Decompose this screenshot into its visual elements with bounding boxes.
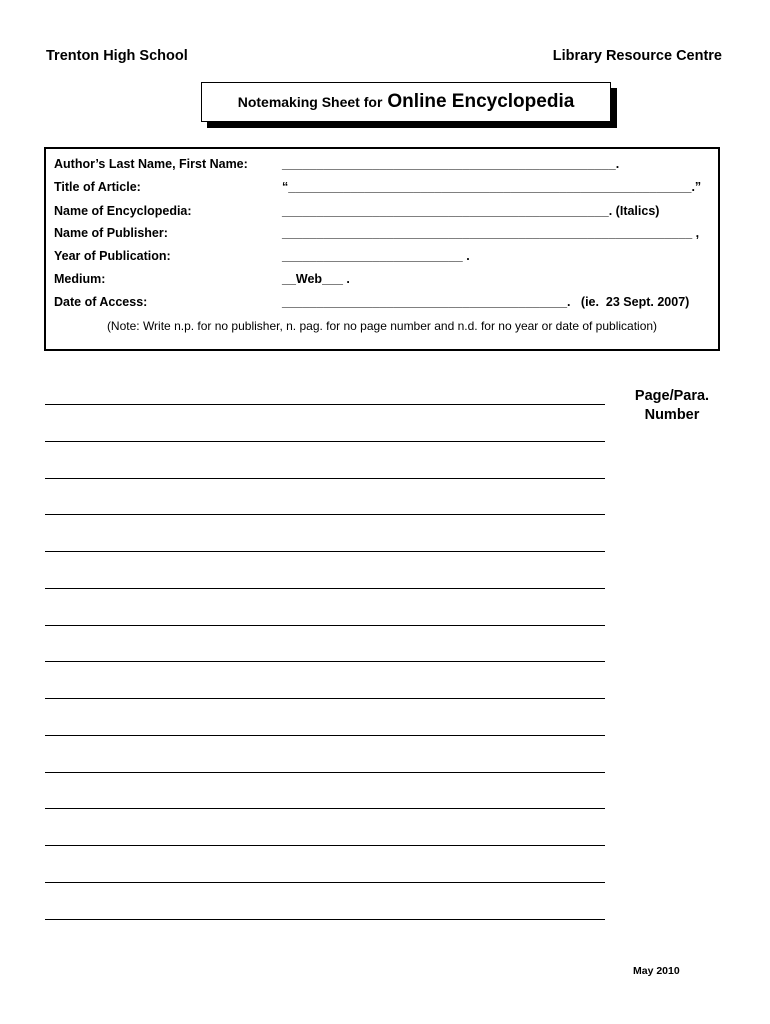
citation-row-medium: [46, 272, 718, 292]
encyclopedia-label: Name of Encyclopedia:: [54, 204, 192, 218]
note-line[interactable]: [45, 735, 605, 736]
page-para-label-line1: Page/Para.: [634, 388, 710, 404]
note-line[interactable]: [45, 661, 605, 662]
title-banner: [201, 82, 621, 131]
note-line[interactable]: [45, 772, 605, 773]
citation-row-year: [46, 249, 718, 269]
note-line[interactable]: [45, 478, 605, 479]
title-main: Online Encyclopedia: [387, 91, 575, 112]
page-para-label-line2: Number: [644, 407, 700, 423]
medium-label: Medium:: [54, 272, 106, 286]
year-label: Year of Publication:: [54, 249, 171, 263]
citation-box: [44, 147, 720, 351]
footer-date: May 2010: [633, 965, 680, 977]
publisher-label: Name of Publisher:: [54, 226, 168, 240]
citation-row-publisher: [46, 226, 718, 246]
author-field[interactable]: ________________________________________________.: [282, 157, 620, 171]
publisher-field[interactable]: ___________________________________________________________ ,: [282, 226, 700, 240]
article-field[interactable]: “__________________________________________________________.”: [282, 180, 702, 194]
department-name: Library Resource Centre: [552, 48, 722, 64]
note-line[interactable]: [45, 514, 605, 515]
note-line[interactable]: [45, 882, 605, 883]
title-box: [201, 82, 611, 122]
encyclopedia-field[interactable]: _______________________________________________. (Italics): [282, 204, 660, 218]
note-line[interactable]: [45, 808, 605, 809]
note-line[interactable]: [45, 441, 605, 442]
access-field[interactable]: _________________________________________. (ie. 23 Sept. 2007): [282, 295, 690, 309]
note-line[interactable]: [45, 845, 605, 846]
citation-row-encyclopedia: [46, 204, 718, 224]
citation-row-article: [46, 180, 718, 200]
school-name: Trenton High School: [46, 48, 188, 64]
author-label: Author’s Last Name, First Name:: [54, 157, 248, 171]
medium-field[interactable]: __Web___ .: [282, 272, 350, 286]
citation-note: (Note: Write n.p. for no publisher, n. pag. for no page number and n.d. for no year or date of publication): [106, 319, 658, 333]
note-line[interactable]: [45, 698, 605, 699]
note-line[interactable]: [45, 404, 605, 405]
article-label: Title of Article:: [54, 180, 141, 194]
citation-row-author: [46, 157, 718, 177]
note-line[interactable]: [45, 919, 605, 920]
access-label: Date of Access:: [54, 295, 148, 309]
page-para-label: [612, 387, 732, 425]
citation-row-access: [46, 295, 718, 315]
title-prefix: Notemaking Sheet for: [237, 94, 383, 110]
note-line[interactable]: [45, 588, 605, 589]
note-line[interactable]: [45, 551, 605, 552]
note-line[interactable]: [45, 625, 605, 626]
year-field[interactable]: __________________________ .: [282, 249, 470, 263]
